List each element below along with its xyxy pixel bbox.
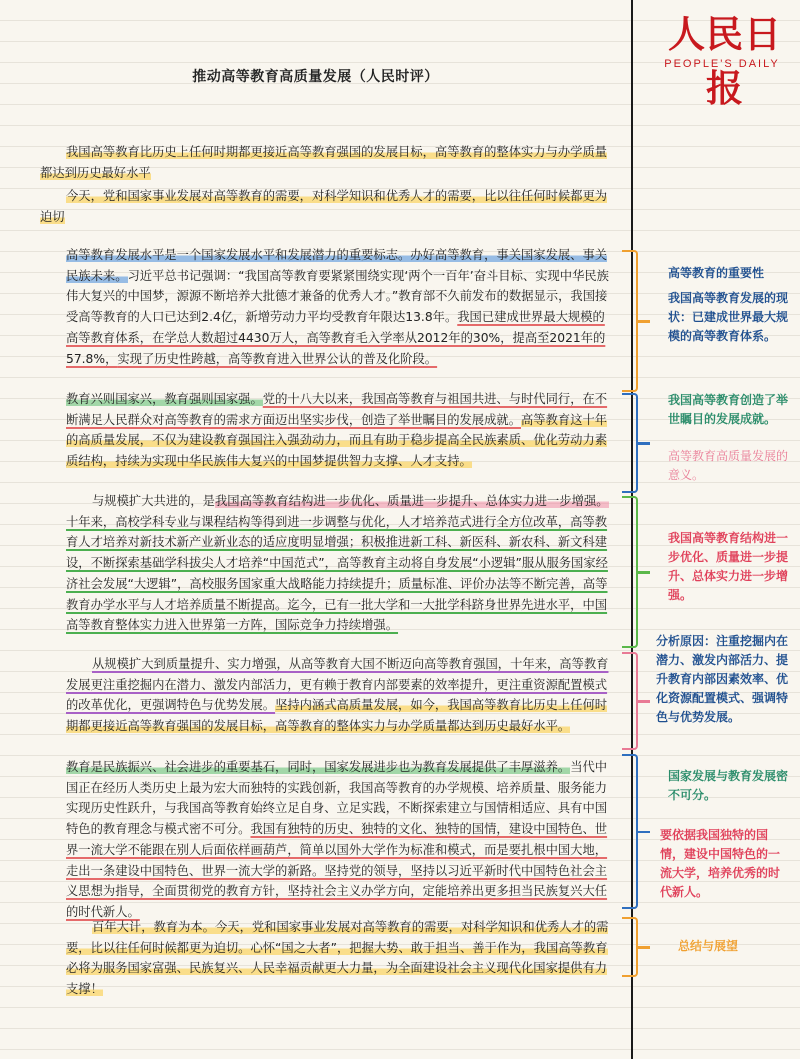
peoples-daily-logo: 人民日报 [668, 12, 782, 110]
p4-sentence-2: 坚持内涵式高质量发展，如今，我国高等教育比历史上任何时期都更接近高等教育强国的发展目标，高等教育的整体实力与办学质量都达到历史最好水平。 [66, 698, 608, 734]
bracket-p3 [622, 496, 638, 648]
paragraph-4 [66, 654, 612, 737]
note-relation: 国家发展与教育发展密不可分。 [668, 769, 789, 802]
note-status: 我国高等教育发展的现状：已建成世界最大规模的高等教育体系。 [668, 291, 789, 343]
p1-sentence-2: 习近平总书记强调：“我国高等教育要紧紧围绕实现‘两个一百年’奋斗目标、实现中华民族伟大复兴的中国梦，源源不断培养大批德才兼备的优秀人才。”教育部不久前发布的数据显示，我国接受高等教育的人口已达到2.4亿，新增劳动力平均受教育年限达13.8年。 [66, 268, 609, 325]
note-significance: 高等教育高质量发展的意义。 [668, 449, 789, 482]
paragraph-3 [66, 491, 612, 636]
intro-paragraph-2 [40, 186, 615, 227]
peoples-daily-logo-en: PEOPLE'S DAILY [664, 58, 780, 70]
p1-sentence-3: 我国已建成世界最大规模的高等教育体系，在学总人数超过4430万人，高等教育毛入学率从2012年的30%，提高至2021年的57.8%， [66, 310, 606, 366]
note-reasons: 分析原因：注重挖掘内在潜力、激发内部活力、提升教育内部因素效率、优化资源配置模式、强调特色与优势发展。 [656, 634, 789, 724]
bracket-p4 [622, 652, 638, 750]
p6-sentence-1: 百年大计，教育为本。今天，党和国家事业发展对高等教育的需要，对科学知识和优秀人才的需要，比以往任何时候都更为迫切。心怀“国之大者”，把握大势、敢于担当、善于作为，我国高等教育必将为服务国家富强、民族复兴、人民幸福贡献更大力量，为全面建设社会主义现代化国家提供有力支撑！ [66, 920, 609, 997]
bracket-p1 [622, 250, 638, 392]
p2-sentence-3: 高等教育这十年的高质量发展，不仅为建设教育强国注入强劲动力，而且有助于稳步提高全民族素质、优化劳动力素质结构，持续为实现中华民族伟大复兴的中国梦提供智力支撑、人才支持。 [66, 412, 608, 469]
note-achievement: 我国高等教育创造了举世瞩目的发展成就。 [668, 393, 789, 426]
paragraph-1 [66, 245, 612, 369]
p2-sentence-1: 教育兴则国家兴，教育强则国家强。 [66, 392, 263, 406]
bracket-p6 [622, 917, 638, 977]
intro-text-2: 今天，党和国家事业发展对高等教育的需要，对科学知识和优秀人才的需要，比以往任何时候都更为迫切 [40, 189, 608, 224]
note-summary: 总结与展望 [678, 939, 739, 953]
p1-sentence-4: 实现了历史性跨越，高等教育进入世界公认的普及化阶段。 [117, 351, 438, 366]
p4-sentence-1: 从规模扩大到质量提升、实力增强，从高等教育大国不断迈向高等教育强国，十年来，高等教育发展更注重挖掘内在潜力、激发内部活力，更有赖于教育内部要素的效率提升，更注重资源配置模式的改革优化，更强调特色与优势发展。 [66, 657, 609, 713]
bracket-p5 [622, 754, 638, 909]
paragraph-6 [66, 917, 612, 1000]
bracket-p2 [622, 393, 638, 493]
paragraph-2 [66, 389, 612, 472]
p5-sentence-1: 教育是民族振兴、社会进步的重要基石，同时，国家发展进步也为教育发展提供了丰厚滋养。 [66, 760, 571, 774]
p1-sentence-1: 高等教育发展水平是一个国家发展水平和发展潜力的重要标志。办好高等教育，事关国家发展、事关民族未来。 [66, 248, 608, 283]
p5-sentence-3: 我国有独特的历史、独特的文化、独特的国情，建设中国特色、世界一流大学不能跟在别人后面依样画葫芦，简单以国外大学作为标准和模式，而是要扎根中国大地，走出一条建设中国特色、世界一流大学的新路。坚持党的领导，坚持以习近平新时代中国特色社会主义思想为指导，全面贯彻党的教育方针，坚持社会主义办学方向，定能培养出更多担当民族复兴大任的时代新人。 [66, 822, 608, 919]
article-title: 推动高等教育高质量发展（人民时评） [192, 69, 439, 85]
paragraph-5 [66, 757, 612, 923]
p3-sentence-2: 我国高等教育结构进一步优化、质量进一步提升、总体实力进一步增强。 [214, 494, 609, 508]
intro-text-1: 我国高等教育比历史上任何时期都更接近高等教育强国的发展目标，高等教育的整体实力与办学质量都达到历史最好水平 [40, 145, 608, 180]
p2-sentence-2: 党的十八大以来，我国高等教育与祖国共进、与时代同行，在不断满足人民群众对高等教育的需求方面迈出坚实步伐，创造了举世瞩目的发展成就。 [66, 392, 608, 427]
note-structure: 我国高等教育结构进一步优化、质量进一步提升、总体实力进一步增强。 [668, 531, 789, 602]
p5-sentence-2: 当代中国正在经历人类历史上最为宏大而独特的实践创新，我国高等教育的办学规模、培养质量、服务能力实现历史性跃升，与我国高等教育始终立足自身、立足实践，不断探索建立与国情相适应、具有中国特色的教育理念与模式密不可分。 [66, 760, 608, 837]
p3-sentence-1: 与规模扩大共进的，是 [92, 494, 215, 508]
intro-paragraph-1 [40, 142, 615, 183]
note-importance: 高等教育的重要性 [668, 266, 765, 280]
p3-sentence-3: 十年来，高校学科专业与课程结构等得到进一步调整与优化，人才培养范式进行全方位改革，高等教育人才培养对新技术新产业新业态的适应度明显增强；积极推进新工科、新医科、新农科、新文科建设，不断探索基础学科拔尖人才培养“中国范式”，高等教育主动将自身发展“小逻辑”服从服务国家经济社会发展“大逻辑”，高校服务国家重大战略能力持续提升；质量标准、评价办法等不断完善，高等教育办学水平与人才培养质量不断提高。迄今，已有一批大学和一大批学科跻身世界先进水平，中国高等教育整体实力进入世界第一方阵，国际竞争力持续增强。 [66, 514, 608, 633]
note-direction: 要依据我国独特的国情，建设中国特色的一流大学，培养优秀的时代新人。 [660, 828, 781, 899]
